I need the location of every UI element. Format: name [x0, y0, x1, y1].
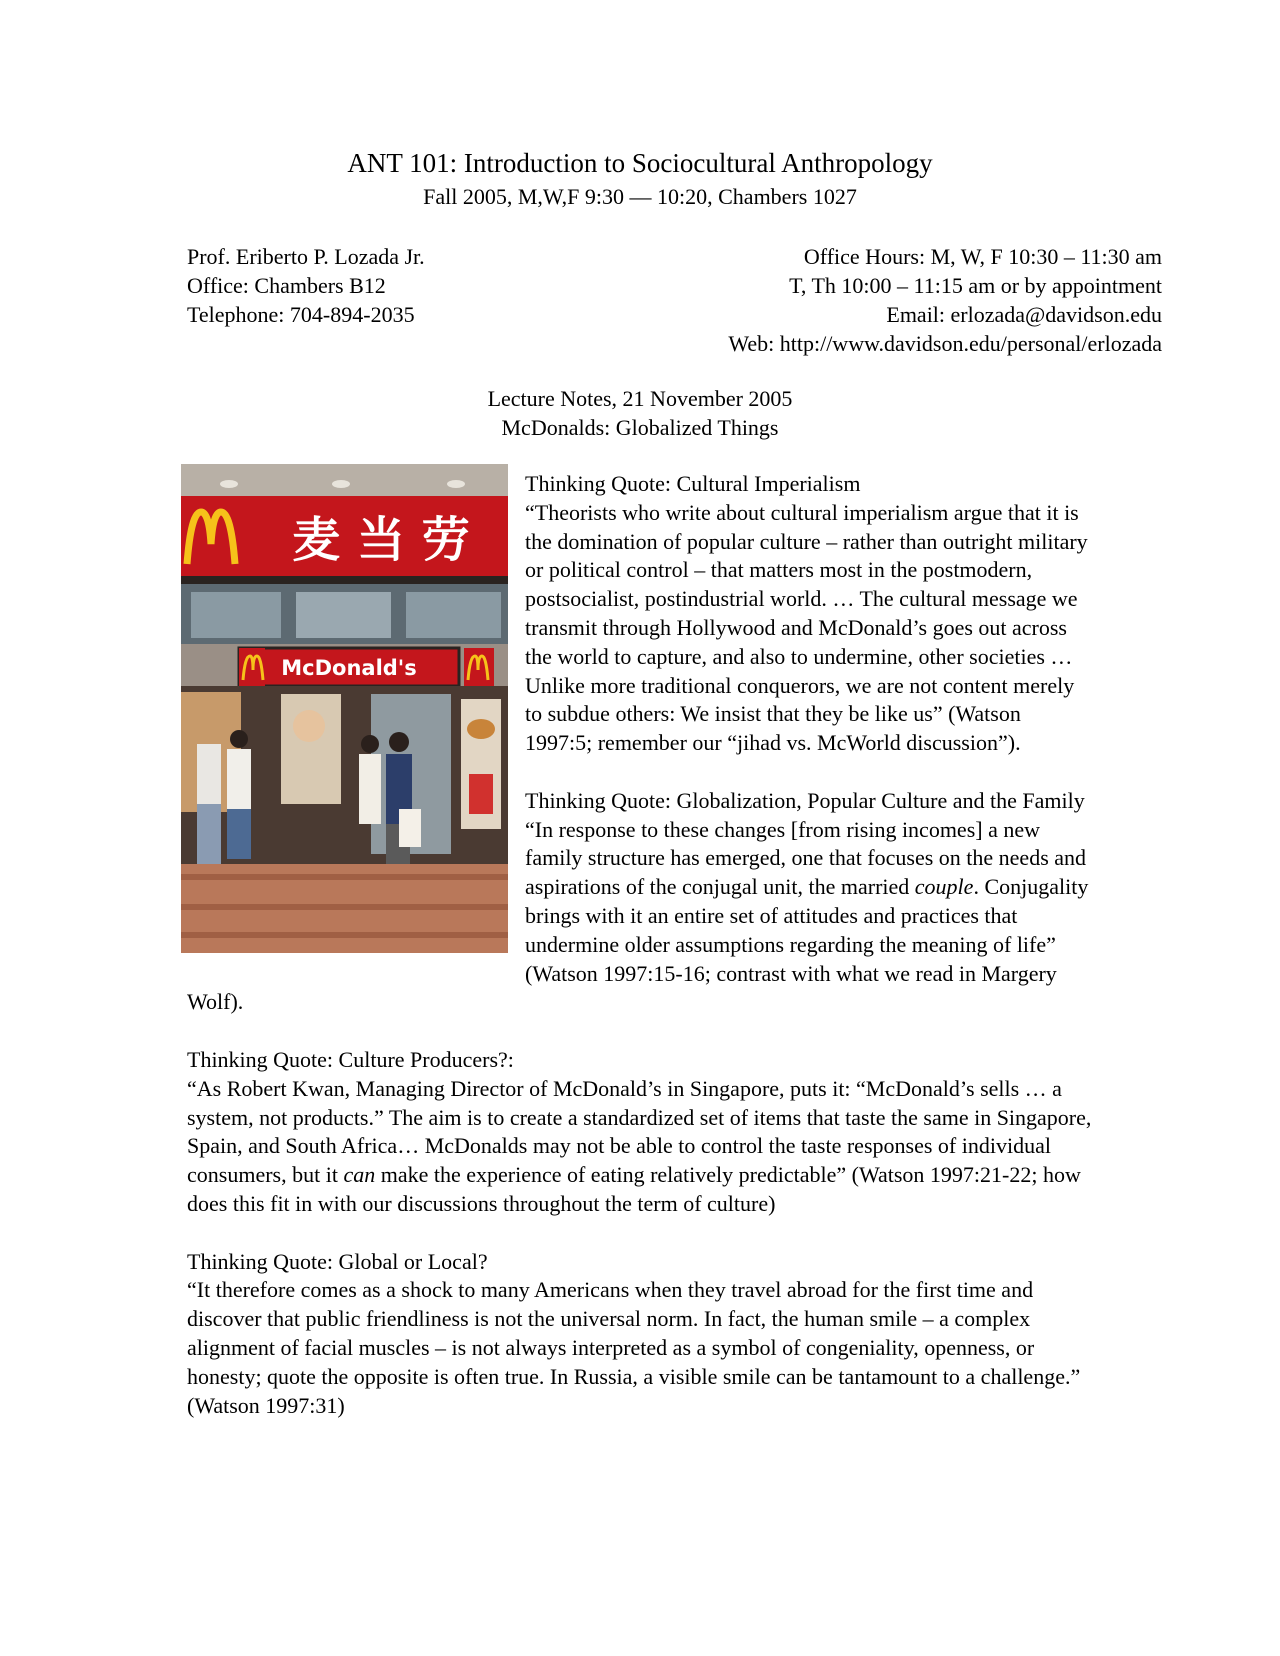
quote-culture-producers: [187, 1046, 1092, 1219]
quote-emphasis: can: [343, 1162, 376, 1188]
quote-heading: Thinking Quote: Culture Producers?:: [187, 1046, 514, 1072]
office-hours-tth: T, Th 10:00 – 11:15 am or by appointment: [789, 273, 1162, 298]
lecture-heading: [0, 384, 1280, 442]
quote-text: “As Robert Kwan, Managing Director of McDonald’s in Singapore, puts it: “McDonald’s sells … a system, not products.” The aim is to create a standardized set of items that taste the same in Singapore, Spain, and South Africa… McDonalds may not be able to control the taste responses of individual consumers, but it: [187, 1075, 1092, 1188]
quote-heading: Thinking Quote: Global or Local?: [187, 1248, 488, 1274]
office-hours-mwf: Office Hours: M, W, F 10:30 – 11:30 am: [803, 244, 1162, 269]
lecture-date: Lecture Notes, 21 November 2005: [487, 386, 793, 411]
quote-emphasis: couple: [914, 874, 974, 900]
lecture-quotes: [187, 470, 1092, 1449]
mcdonalds-banner-text: McDonald's: [281, 656, 417, 680]
photo-wrap-space: [187, 470, 525, 974]
quote-heading: Thinking Quote: Cultural Imperialism: [525, 471, 861, 496]
course-schedule: Fall 2005, M,W,F 9:30 — 10:20, Chambers 1027: [423, 184, 857, 209]
quote-global-or-local: [187, 1248, 1092, 1421]
quote-text-continued: make the experience of eating relatively predictable” (Watson 1997:21-22; how does this fit in with our discussions throughout the term of culture): [187, 1162, 1081, 1216]
quote-text: “It therefore comes as a shock to many Americans when they travel abroad for the first time and discover that public friendliness is not the universal norm. In fact, the human smile – a complex alignment of facial muscles – is not always interpreted as a symbol of congeniality, openness, or honesty; quote the opposite is often true. In Russia, a visible smile can be tantamount to a challenge.” (Watson 1997:31): [187, 1277, 1081, 1418]
quote-text: “Theorists who write about cultural imperialism argue that it is the domination of popular culture – rather than outright military or political control – that matters most in the postmodern, postsocialist, postindustrial world. … The cultural message we transmit through Hollywood and McDonald’s goes out across the world to capture, and also to undermine, other societies … Unlike more traditional conquerors, we are not content merely to subdue others: We insist that they be like us” (Watson 1997:5; remember our “jihad vs. McWorld discussion”).: [525, 499, 1088, 756]
chinese-sign-text: 麦 当 劳: [292, 512, 470, 568]
course-title: ANT 101: Introduction to Sociocultural Anthropology: [347, 148, 933, 178]
professor-name: Prof. Eriberto P. Lozada Jr.: [187, 244, 425, 269]
quote-heading: Thinking Quote: Globalization, Popular Culture and the Family: [525, 787, 1085, 813]
office-location: Office: Chambers B12: [187, 273, 386, 298]
website: Web: http://www.davidson.edu/personal/erlozada: [728, 331, 1162, 356]
lecture-topic: McDonalds: Globalized Things: [501, 415, 779, 440]
instructor-contact: [187, 242, 425, 329]
quote-text: “In response to these changes [from rising incomes] a new family structure has emerged, one that focuses on the needs and aspirations of the conjugal unit, the married: [525, 816, 1087, 900]
quote-text-continued: . Conjugality brings with it an entire set of attitudes and practices that undermine older assumptions regarding the meaning of life” (Watson 1997:15-16; contrast with what we read in Margery Wolf).: [187, 874, 1089, 1015]
office-hours-block: [728, 242, 1162, 358]
telephone: Telephone: 704-894-2035: [187, 302, 415, 327]
email: Email: erlozada@davidson.edu: [886, 302, 1162, 327]
